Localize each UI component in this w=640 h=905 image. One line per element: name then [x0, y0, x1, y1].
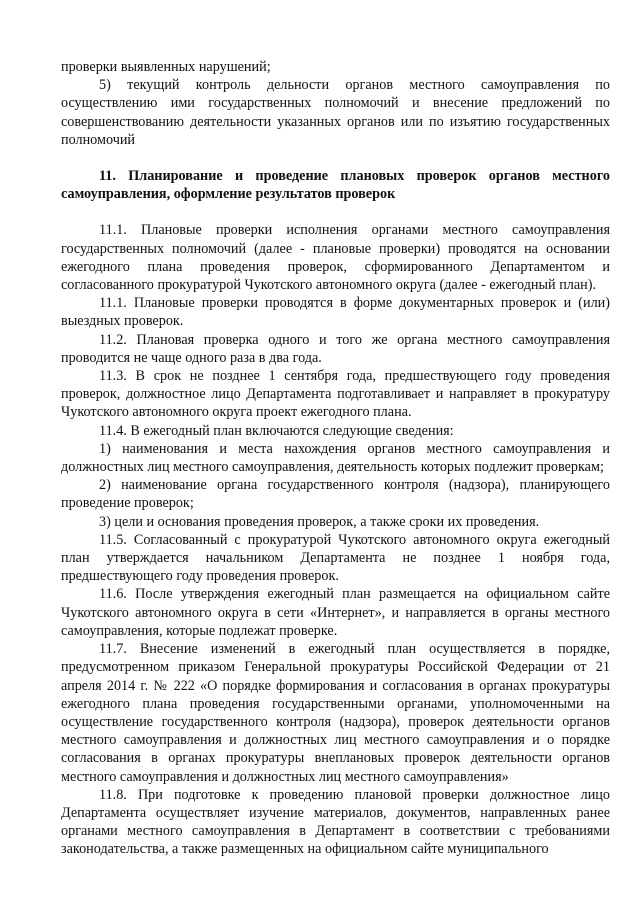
paragraph-item-5: 5) текущий контроль дельности органов местного самоуправления по осуществлению ими государственных полномочий и внесение предложений по совершенствованию деятельности указанных органов или по изъятию государственных полномочий — [61, 77, 610, 148]
document-page — [61, 58, 610, 859]
paragraph-11-5: 11.5. Согласованный с прокуратурой Чукотского автономного округа ежегодный план утверждается начальником Департамента не позднее 1 ноября года, предшествующего году проведения проверок. — [61, 531, 610, 585]
paragraph-11-4-item-3: 3) цели и основания проведения проверок, а также сроки их проведения. — [99, 513, 540, 530]
paragraph-11-4: 11.4. В ежегодный план включаются следующие сведения: — [99, 422, 454, 439]
paragraph-11-2: 11.2. Плановая проверка одного и того же органа местного самоуправления проводится не чаще одного раза в два года. — [61, 331, 610, 366]
paragraph-11-7: 11.7. Внесение изменений в ежегодный план осуществляется в порядке, предусмотренном приказом Генеральной прокуратуры Российской Федерации от 21 апреля 2014 г. № 222 «О порядке формирования и согласования в органах прокуратуры ежегодного плана проведения государственными органами, уполномоченными на осуществление государственного контроля (надзора), проверок деятельности органов местного самоуправления и должностных лиц местного самоуправления и о порядке согласования в органах прокуратуры внеплановых проверок деятельности органов местного самоуправления и должностных лиц местного самоуправления» — [61, 641, 610, 785]
paragraph-11-6: 11.6. После утверждения ежегодный план размещается на официальном сайте Чукотского автономного округа в сети «Интернет», и направляется в органы местного самоуправления, которые подлежат проверке. — [61, 586, 610, 639]
paragraph-11-4-item-2: 2) наименование органа государственного контроля (надзора), планирующего проведение проверок; — [61, 477, 610, 512]
paragraph-11-4-item-1: 1) наименования и места нахождения органов местного самоуправления и должностных лиц местного самоуправления, деятельность которых подлежит проверкам; — [61, 440, 610, 476]
paragraph-11-8: 11.8. При подготовке к проведению плановой проверки должностное лицо Департамента осуществляет изучение материалов, документов, направленных ранее органами местного самоуправления в Департамент в соответствии с требованиями законодательства, а также размещенных на официальном сайте муниципального — [61, 786, 610, 858]
paragraph-11-3: 11.3. В срок не позднее 1 сентября года, предшествующего году проведения проверок, должностное лицо Департамента подготавливает и направляет в прокуратуру Чукотского автономного округа проект ежегодного плана. — [61, 368, 610, 421]
paragraph-11-1-b: 11.1. Плановые проверки проводятся в форме документарных проверок и (или) выездных проверок. — [61, 295, 610, 330]
paragraph-11-1: 11.1. Плановые проверки исполнения органами местного самоуправления государственных полномочий (далее - плановые проверки) проводятся на основании ежегодного плана проведения проверок, сформированного Департаментом и согласованного прокуратурой Чукотского автономного округа (далее - ежегодный план). — [61, 222, 610, 294]
section-heading: 11. Планирование и проведение плановых проверок органов местного самоуправления, оформление результатов проверок — [61, 168, 610, 203]
paragraph-continuation: проверки выявленных нарушений; — [61, 59, 271, 75]
